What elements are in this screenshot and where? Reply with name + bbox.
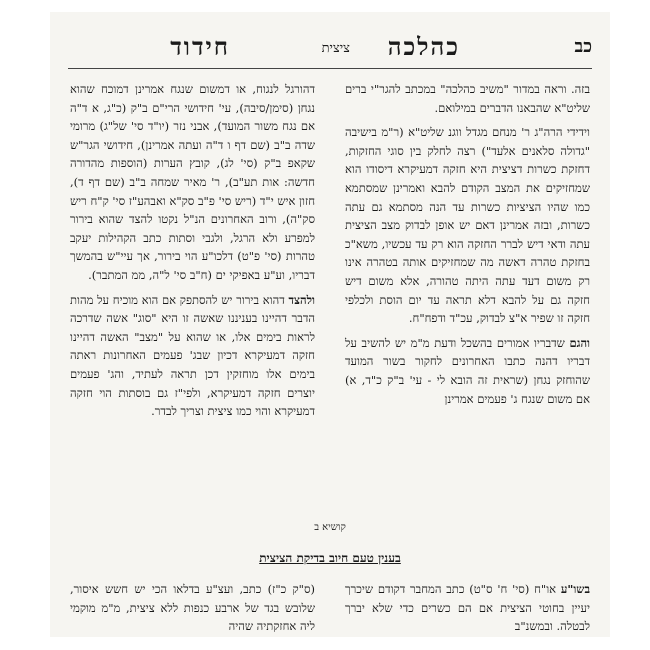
paragraph-body: או"ח (סי' ח' ס"ט) כתב המחבר דקודם שיכרך יעיין בחוטי הציצית אם הם כשרים כדי שלא יברך לבטלה. ובמשנ"ב [345,582,590,634]
paragraph: וידידי הרה"ג ר' מנחם מגדל ווגנ שליט"א (ר"מ בישיבה "גדולה סלאנים אלעד") רצה לחלק בין סוגי החזקות, דחזקת כשרות דציצית היא חזקה דמעיקרא דיסודו הוא שמחזיקים את המצב הקודם להבא ואמרינן שמסתמא כמו שהיו הציציות כשרות עד הנה מסתמא גם עתה כשרות, ובזה אמרינן דאם יש אופן לבדוק מצב הציצית עתה ודאי דיש לברר החזקה הוא רק עד עכשיו, משא"כ בחזקת טהרה דאשה מה שמחזיקים אותה בטהרה אינו רק משום דעד עתה היתה טהורה, אלא משום דיש חזקה גם על להבא דלא תראה עד יום הוסת ולכלפי חזקה זו שפיר א"צ לבדוק, עכ"ד ודפח"ח. [345,125,590,326]
paragraph [345,580,590,636]
paragraph [70,291,315,421]
right-text-column [345,80,590,414]
header-left-title: כהלכה [387,32,460,61]
paragraph-lead-word: ולהצד [288,292,315,307]
paragraph-lead-word: והגם [569,335,590,350]
paragraph: בזה. וראה במדור "משיב כהלכה" במכתב להגר"י ברים שליט"א שהבאנו הדברים במילואם. [345,82,590,115]
paragraph-lead-word: בשו"ע [560,582,590,596]
section-title: בענין טעם חיוב בדיקת הציצית [259,551,401,565]
page-number: כב [574,36,592,57]
header-center-title: ציצית [321,41,350,56]
paragraph: דהורגל לנגוח, או דמשום שנגח אמרינן דמוכח שהוא נגחן (סימן/סיבה), עי' חידושי הרי"ם ב"ק (כ"ג, א ד"ה אם נגח משור המועד), אבני נזר (יו"ד סי' של"ג) מרומי שדה ב"ב (שם דף ו ד"ה ועתה אמרינן), חידושי הגר"ש שקאפ ב"ק (סי' לג), קובץ הערות (הוספות מהדורה חדשה: אות תע"ב), ר' מאיר שמחה ב"ב (שם דף ד), חזון איש י"ד (ריש סי' פ"ב סק"א ואבהע"ז סי' ק"ח ריש סק"ה), ורוב האחרונים הנ"ל נקטו להצד שהוא בירור למפרע ולא הרגל, ולגבי וסתות כתב הקהילות יעקב טהרות (סי' פ"ט) דלכו"ע הוי בירור, אך עיי"ש בהמשך דבריו, וע"ע באפיקי ים (ח"ב סי' ל"ה, ממ המתבר). [70,82,315,282]
paragraph [345,334,590,408]
paragraph-body: דהוא בירור יש להסתפק אם הוא מוכיח על מהות הדבר דהיינו בעניננו שאשה זו היא "סוג" אשה שדרכה לראות בימים אלו, או שהוא על "מצב" האשה דהיינו חזקה דמעיקרא דכיון שבג' פעמים האחרונות ראתה בימים אלו מוחזקין דכן תראה לעתיד, והג' פעמים יוצרים חזקה דמעיקרא, ולפי"ז גם בוסתות הוי חזקה דמעיקרא והוי כמו ציצית וצריך לבדר. [70,292,315,419]
paragraph: (ס"ק כ"ז) כתב, ועצ"ע בדלאו הכי יש חשש איסור, שלובש בגד של ארבע כנפות ללא ציצית, מ"מ מוקמי ליה אחזקתיה שהיה [70,582,315,634]
header-right-title: חידוד [170,32,230,61]
header-rule [68,68,592,69]
bottom-left-column [70,580,315,642]
left-text-column [70,80,315,427]
bottom-right-column [345,580,590,642]
book-page [50,12,610,637]
paragraph-body: שדבריו אמורים בהשכל ודעת מ"מ יש להשיב על דבריו דהנה כתבו האחרונים לחקור בשור המועד שהוחזק נגחן (שראית זה הובא לי - עי' ב"ק כ"ד, א) אם משום שנגח ג' פעמים אמרינן [345,335,590,406]
running-header [50,32,610,62]
section-label: קושיא ב [314,522,346,533]
